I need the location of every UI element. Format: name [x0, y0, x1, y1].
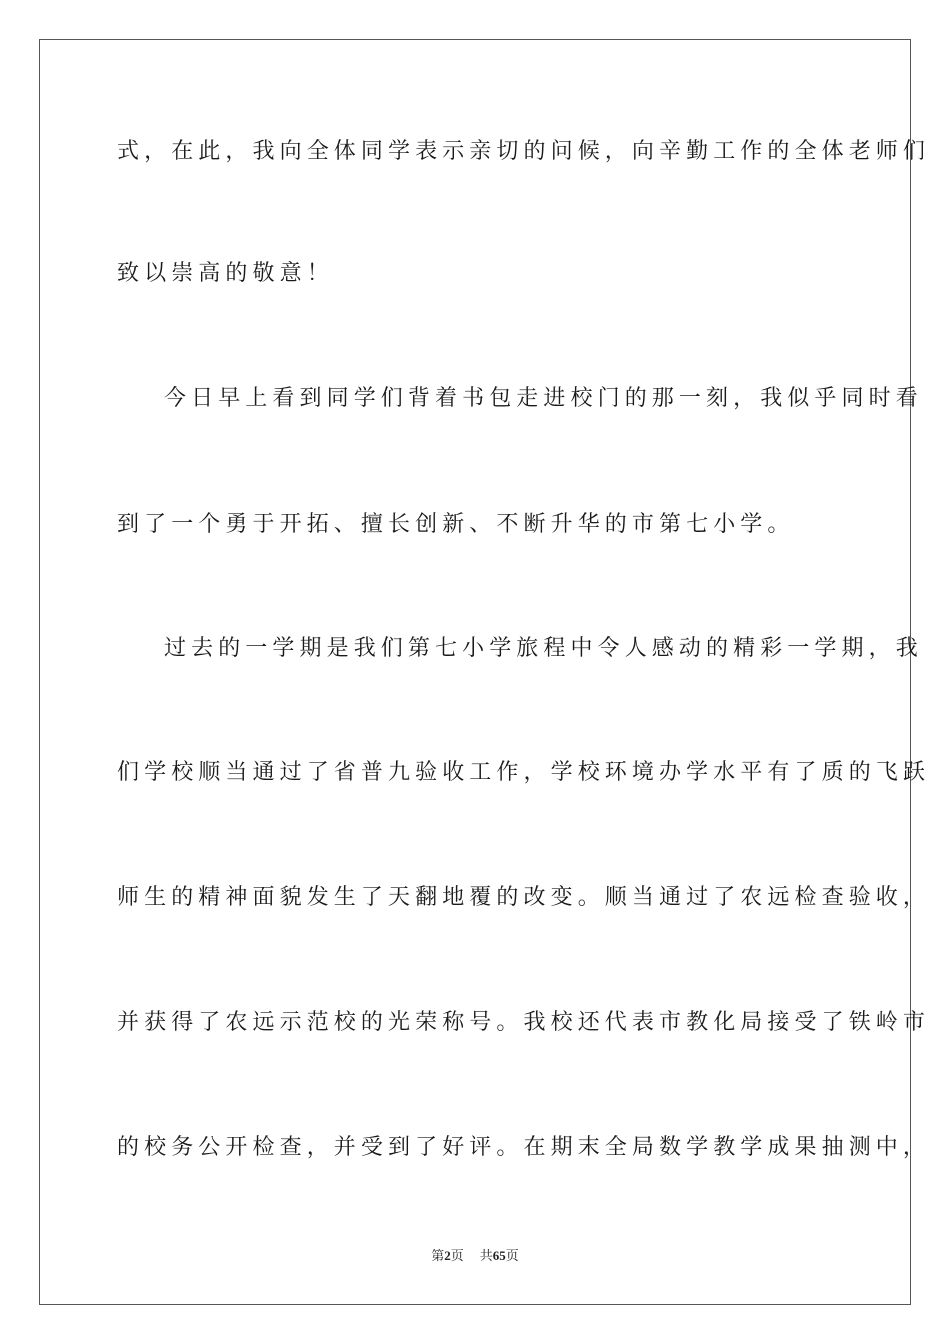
page-border — [39, 39, 931, 1305]
total-pages: 65 — [492, 1248, 506, 1263]
paragraph-line: 致以崇高的敬意！ — [117, 261, 334, 286]
total-label-suffix: 页 — [505, 1249, 519, 1264]
paragraph-line: 的校务公开检查，并受到了好评。在期末全局数学教学成果抽测中， — [117, 1135, 931, 1160]
paragraph-line: 师生的精神面貌发生了天翻地覆的改变。顺当通过了农远检查验收， — [117, 885, 931, 910]
total-label-prefix: 共 — [479, 1249, 493, 1264]
page-label-prefix: 第 — [431, 1249, 445, 1264]
page-number: 2 — [444, 1248, 451, 1263]
paragraph-line: 并获得了农远示范校的光荣称号。我校还代表市教化局接受了铁岭市 — [117, 1010, 931, 1035]
paragraph-line: 们学校顺当通过了省普九验收工作，学校环境办学水平有了质的飞跃 — [117, 760, 931, 785]
paragraph-line: 今日早上看到同学们背着书包走进校门的那一刻，我似乎同时看 — [164, 386, 923, 411]
page-label-suffix: 页 — [450, 1249, 464, 1264]
paragraph-line: 过去的一学期是我们第七小学旅程中令人感动的精彩一学期，我 — [164, 636, 923, 661]
paragraph-line: 式，在此，我向全体同学表示亲切的问候，向辛勤工作的全体老师们 — [117, 139, 931, 164]
paragraph-line: 到了一个勇于开拓、擅长创新、不断升华的市第七小学。 — [117, 512, 795, 537]
page-footer — [0, 1246, 950, 1267]
